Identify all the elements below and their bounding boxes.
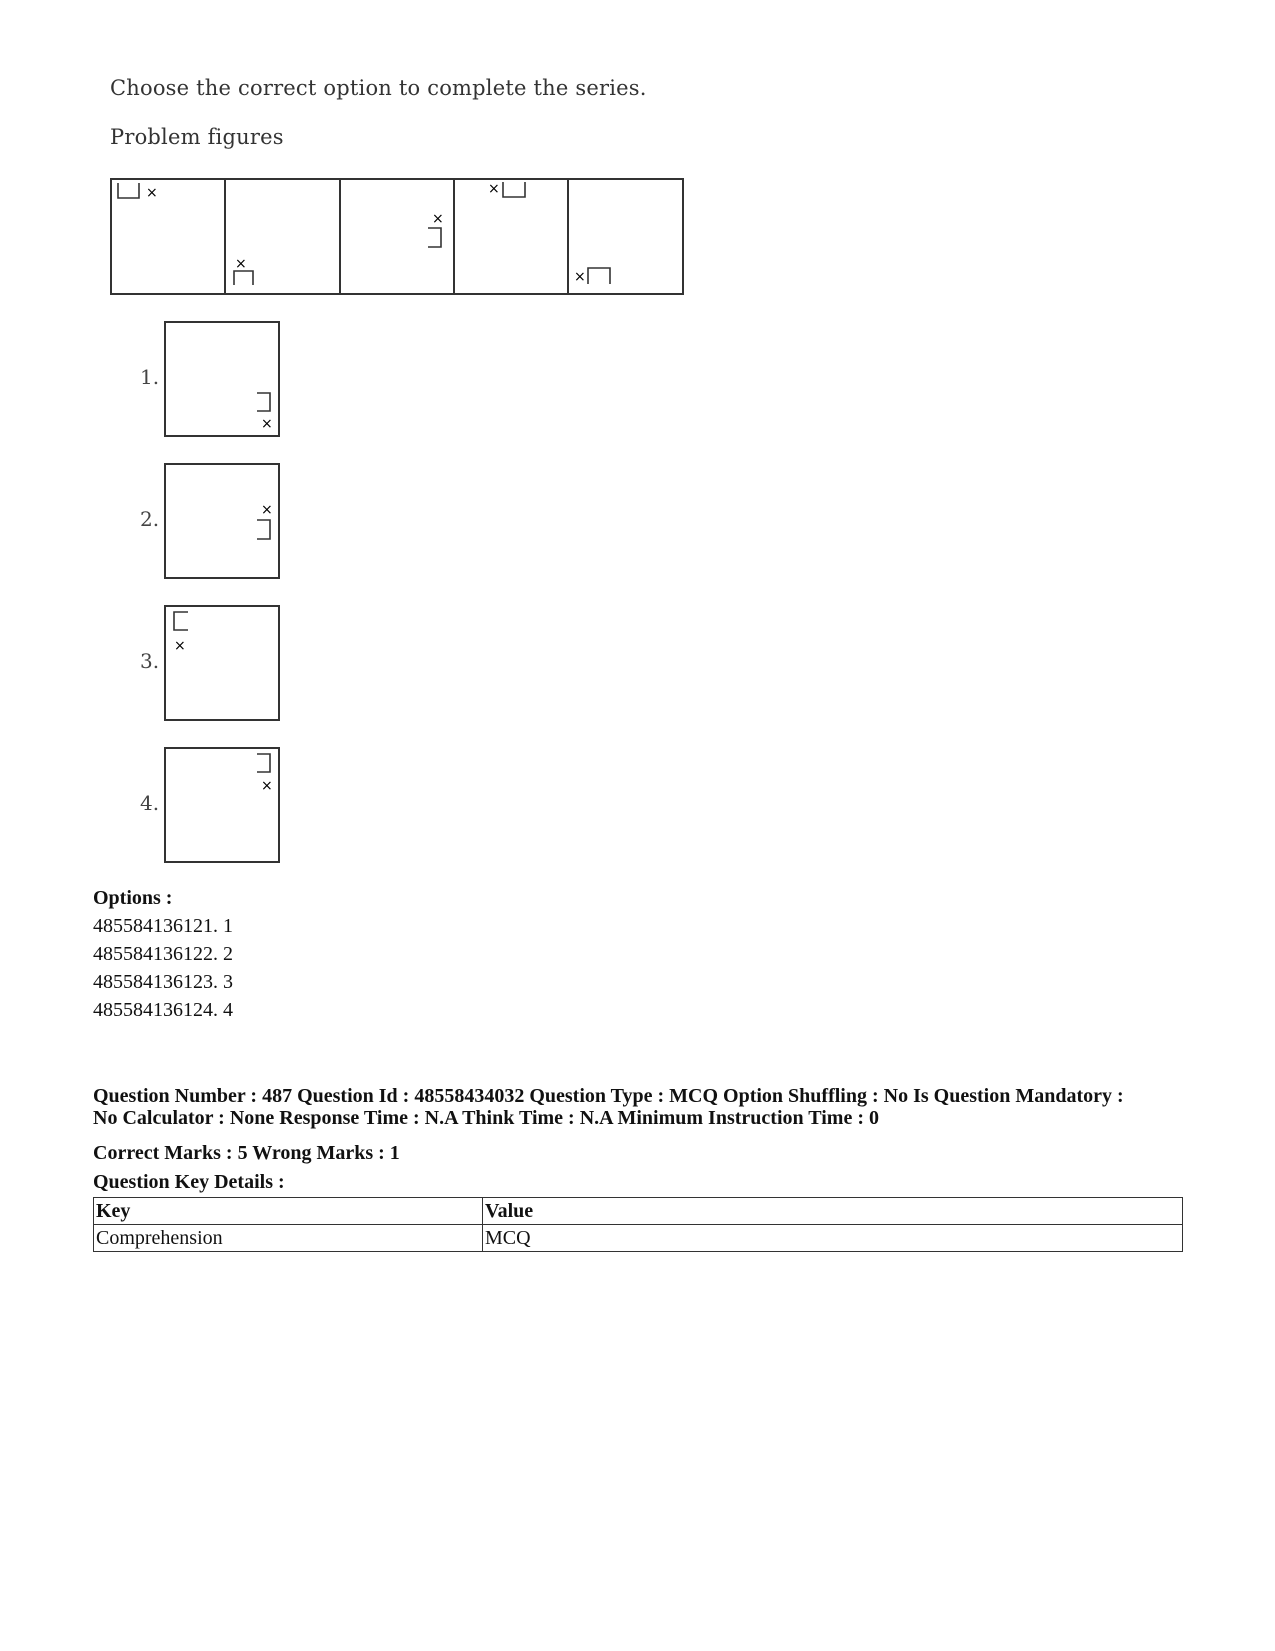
cross-icon: × — [432, 211, 444, 227]
question-meta — [93, 1085, 1193, 1129]
problem-figures-title: Problem figures — [110, 125, 284, 149]
answer-figure-3 — [164, 605, 282, 723]
option-item: 485584136121. 1 — [93, 915, 233, 937]
option-item: 485584136124. 4 — [93, 999, 233, 1021]
cross-icon: × — [174, 638, 186, 654]
table-cell-value: MCQ — [483, 1225, 1183, 1252]
answer-figure-row-4 — [130, 747, 290, 867]
answer-figure-row-2 — [130, 463, 290, 583]
table-header-value: Value — [483, 1198, 1183, 1225]
table-header-key: Key — [94, 1198, 483, 1225]
cross-icon: × — [261, 416, 273, 432]
cross-icon: × — [146, 185, 158, 201]
table-cell-key: Comprehension — [94, 1225, 483, 1252]
question-meta-line-1: Question Number : 487 Question Id : 48558434032 Question Type : MCQ Option Shuffling : No Is Question Mandatory : — [93, 1085, 1124, 1107]
cross-icon: × — [235, 256, 247, 272]
answer-figure-label: 1. — [140, 365, 160, 389]
question-meta-line-2: No Calculator : None Response Time : N.A Think Time : N.A Minimum Instruction Time : 0 — [93, 1107, 879, 1129]
answer-figure-2 — [164, 463, 282, 581]
answer-figure-row-1 — [130, 321, 290, 441]
question-marks: Correct Marks : 5 Wrong Marks : 1 — [93, 1142, 400, 1164]
answer-figure-row-3 — [130, 605, 290, 725]
table-header-row — [94, 1198, 1183, 1225]
key-details-heading: Question Key Details : — [93, 1171, 285, 1193]
cross-icon: × — [261, 502, 273, 518]
question-instruction: Choose the correct option to complete the series. — [110, 76, 647, 100]
cross-icon: × — [574, 269, 586, 285]
key-details-table — [93, 1197, 1183, 1252]
problem-figures — [110, 178, 685, 298]
table-row — [94, 1225, 1183, 1252]
answer-figure-label: 2. — [140, 507, 160, 531]
cross-icon: × — [488, 181, 500, 197]
answer-figure-4 — [164, 747, 282, 865]
answer-figure-1 — [164, 321, 282, 439]
option-item: 485584136123. 3 — [93, 971, 233, 993]
answer-figure-label: 4. — [140, 791, 160, 815]
option-item: 485584136122. 2 — [93, 943, 233, 965]
answer-figure-label: 3. — [140, 649, 160, 673]
options-heading: Options : — [93, 887, 173, 909]
cross-icon: × — [261, 778, 273, 794]
